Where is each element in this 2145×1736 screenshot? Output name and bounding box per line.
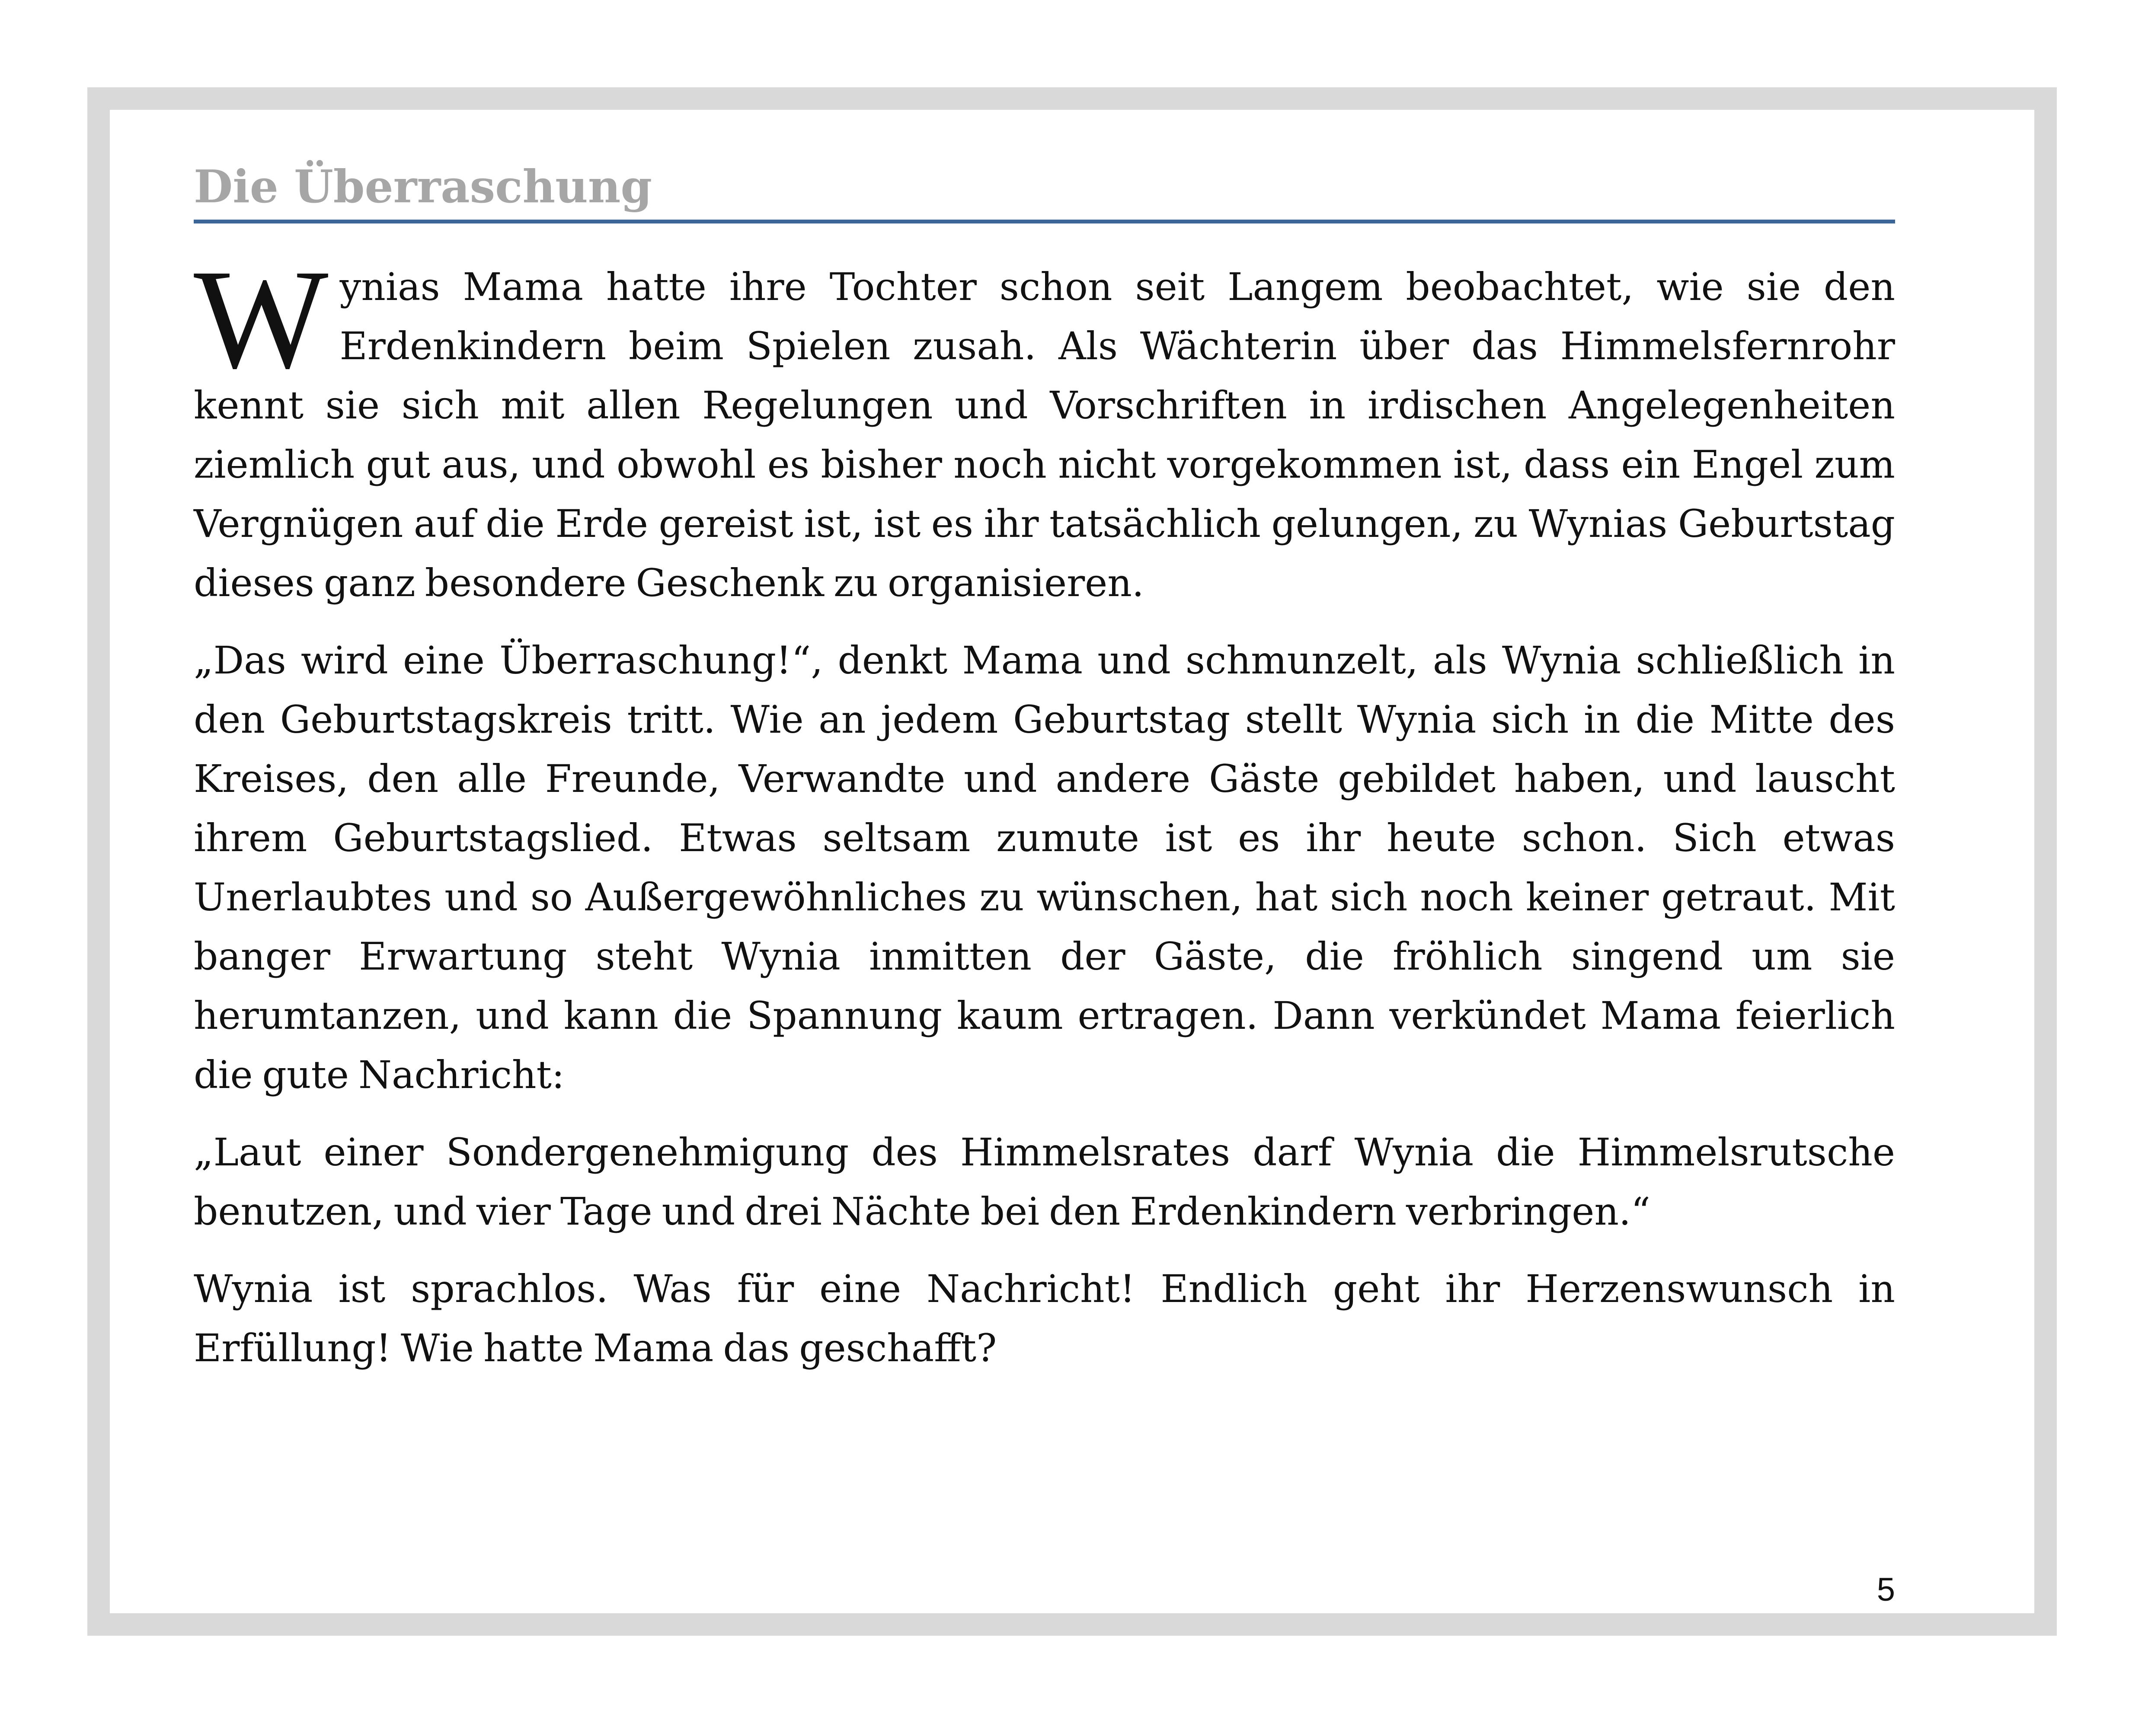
paragraph-4: Wynia ist sprachlos. Was für eine Nachricht! Endlich geht ihr Herzenswunsch in Erfüllung! Wie hatte Mama das geschafft? xyxy=(194,1267,1895,1370)
page-content xyxy=(194,160,1895,1396)
paragraph-1 xyxy=(194,240,1895,613)
chapter-heading: Die Überraschung xyxy=(194,164,1895,223)
paragraph-2: „Das wird eine Überraschung!“, denkt Mama und schmunzelt, als Wynia schließlich in den Geburtstagskreis tritt. Wie an jedem Geburtstag stellt Wynia sich in die Mitte des Kreises, den alle Freunde, Verwandte und andere Gäste gebildet haben, und lauscht ihrem Geburtstagslied. Etwas seltsam zumute ist es ihr heute schon. Sich etwas Unerlaubtes und so Außergewöhnliches zu wünschen, hat sich noch keiner getraut. Mit banger Erwartung steht Wynia inmitten der Gäste, die fröhlich singend um sie herumtanzen, und kann die Spannung kaum ertragen. Dann verkündet Mama feierlich die gute Nachricht: xyxy=(194,638,1895,1097)
paragraph-1-text: ynias Mama hatte ihre Tochter schon seit Langem beobachtet, wie sie den Erdenkindern beim Spielen zusah. Als Wächterin über das Himmelsfernrohr kennt sie sich mit allen Regelungen und Vorschriften in irdischen Angelegenheiten ziemlich gut aus, und obwohl es bisher noch nicht vorgekommen ist, dass ein Engel zum Vergnügen auf die Erde gereist ist, ist es ihr tatsächlich gelungen, zu Wynias Geburtstag dieses ganz besondere Geschenk zu organisieren. xyxy=(194,265,1895,605)
paragraph-3: „Laut einer Sondergenehmigung des Himmelsrates darf Wynia die Himmelsrutsche benutzen, und vier Tage und drei Nächte bei den Erdenkindern verbringen.“ xyxy=(194,1130,1895,1234)
drop-cap: W xyxy=(194,240,329,398)
chapter-body xyxy=(194,240,1895,1378)
page-number: 5 xyxy=(1876,1571,1895,1608)
